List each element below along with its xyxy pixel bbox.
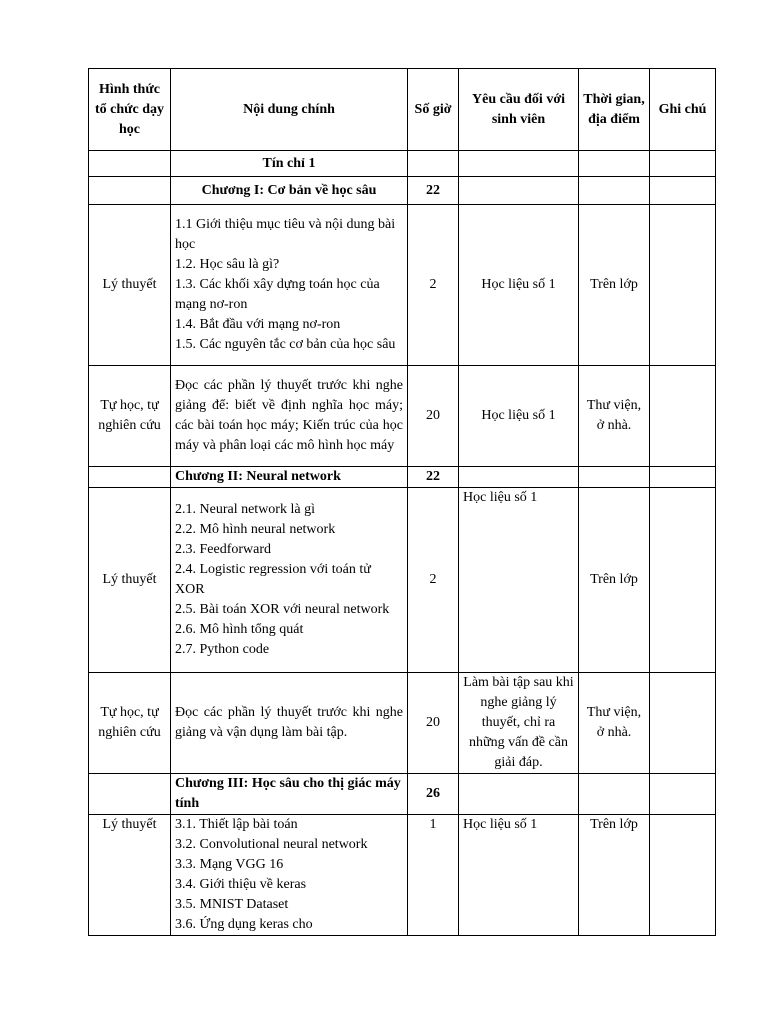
- content-line: 1.3. Các khối xây dựng toán học của mạng nơ-ron: [175, 277, 380, 312]
- content-line: 3.4. Giới thiệu về keras: [175, 877, 307, 892]
- header-notes: Ghi chú: [650, 69, 716, 151]
- hours-cell: 20: [408, 673, 459, 774]
- content-line: 2.1. Neural network là gì: [175, 502, 315, 517]
- content-line: 1.1 Giới thiệu mục tiêu và nội dung bài học: [175, 217, 396, 252]
- content-line: 3.3. Mạng VGG 16: [175, 857, 284, 872]
- syllabus-table: [88, 68, 716, 936]
- chapter-title: Chương I: Cơ bản về học sâu: [171, 177, 408, 205]
- hours-cell: 1: [408, 815, 459, 936]
- content-line: 1.2. Học sâu là gì?: [175, 257, 280, 272]
- content-cell: [171, 205, 408, 366]
- content-line: 2.7. Python code: [175, 642, 270, 657]
- place-cell: Thư viện, ở nhà.: [579, 366, 650, 467]
- credit-title: Tín chỉ 1: [171, 151, 408, 177]
- notes-cell: [650, 366, 716, 467]
- chapter-row: [89, 177, 716, 205]
- content-line: 2.6. Mô hình tổng quát: [175, 622, 304, 637]
- requirement-cell: Học liệu số 1: [459, 205, 579, 366]
- content-line: 3.5. MNIST Dataset: [175, 897, 289, 912]
- hours-cell: 2: [408, 488, 459, 673]
- chapter-title: Chương III: Học sâu cho thị giác máy tính: [171, 774, 408, 815]
- requirement-cell: Học liệu số 1: [459, 488, 579, 673]
- chapter-row: [89, 467, 716, 488]
- content-line: 2.2. Mô hình neural network: [175, 522, 336, 537]
- content-line: 3.6. Ứng dụng keras cho: [175, 917, 313, 932]
- header-hours: Số giờ: [408, 69, 459, 151]
- content-line: 3.2. Convolutional neural network: [175, 837, 368, 852]
- content-line: 2.5. Bài toán XOR với neural network: [175, 602, 390, 617]
- requirement-cell: Làm bài tập sau khi nghe giảng lý thuyết, chỉ ra những vấn đề cần giải đáp.: [459, 673, 579, 774]
- header-content: Nội dung chính: [171, 69, 408, 151]
- notes-cell: [650, 205, 716, 366]
- form-cell: Tự học, tự nghiên cứu: [89, 673, 171, 774]
- table-row: [89, 205, 716, 366]
- content-line: 2.4. Logistic regression với toán tử XOR: [175, 562, 371, 597]
- chapter-title: Chương II: Neural network: [171, 467, 408, 488]
- chapter-row: [89, 774, 716, 815]
- content-line: 1.4. Bắt đầu với mạng nơ-ron: [175, 317, 341, 332]
- header-form: Hình thức tổ chức dạy học: [89, 69, 171, 151]
- header-requirements: Yêu cầu đối với sinh viên: [459, 69, 579, 151]
- place-cell: Trên lớp: [579, 488, 650, 673]
- content-cell: Đọc các phần lý thuyết trước khi nghe giảng để: biết về định nghĩa học máy; các bài toán học máy; Kiến trúc của học máy và phân loại các mô hình học máy: [171, 366, 408, 467]
- chapter-hours: 22: [408, 467, 459, 488]
- place-cell: Trên lớp: [579, 815, 650, 936]
- chapter-hours: 26: [408, 774, 459, 815]
- hours-cell: 20: [408, 366, 459, 467]
- place-cell: Thư viện, ở nhà.: [579, 673, 650, 774]
- header-time-place: Thời gian, địa điểm: [579, 69, 650, 151]
- header-row: [89, 69, 716, 151]
- form-cell: Lý thuyết: [89, 205, 171, 366]
- content-line: 2.3. Feedforward: [175, 542, 272, 557]
- form-cell: Lý thuyết: [89, 815, 171, 936]
- content-cell: [171, 815, 408, 936]
- requirement-cell: Học liệu số 1: [459, 366, 579, 467]
- table-row: [89, 488, 716, 673]
- place-cell: Trên lớp: [579, 205, 650, 366]
- content-cell: Đọc các phần lý thuyết trước khi nghe giảng và vận dụng làm bài tập.: [171, 673, 408, 774]
- content-line: 3.1. Thiết lập bài toán: [175, 817, 298, 832]
- hours-cell: 2: [408, 205, 459, 366]
- notes-cell: [650, 673, 716, 774]
- form-cell: Tự học, tự nghiên cứu: [89, 366, 171, 467]
- content-line: 1.5. Các nguyên tắc cơ bản của học sâu: [175, 337, 396, 352]
- table-row: [89, 366, 716, 467]
- form-cell: Lý thuyết: [89, 488, 171, 673]
- notes-cell: [650, 815, 716, 936]
- table-row: [89, 673, 716, 774]
- requirement-cell: Học liệu số 1: [459, 815, 579, 936]
- notes-cell: [650, 488, 716, 673]
- credit-row: [89, 151, 716, 177]
- table-row: [89, 815, 716, 936]
- content-cell: [171, 488, 408, 673]
- chapter-hours: 22: [408, 177, 459, 205]
- syllabus-page: [88, 68, 716, 936]
